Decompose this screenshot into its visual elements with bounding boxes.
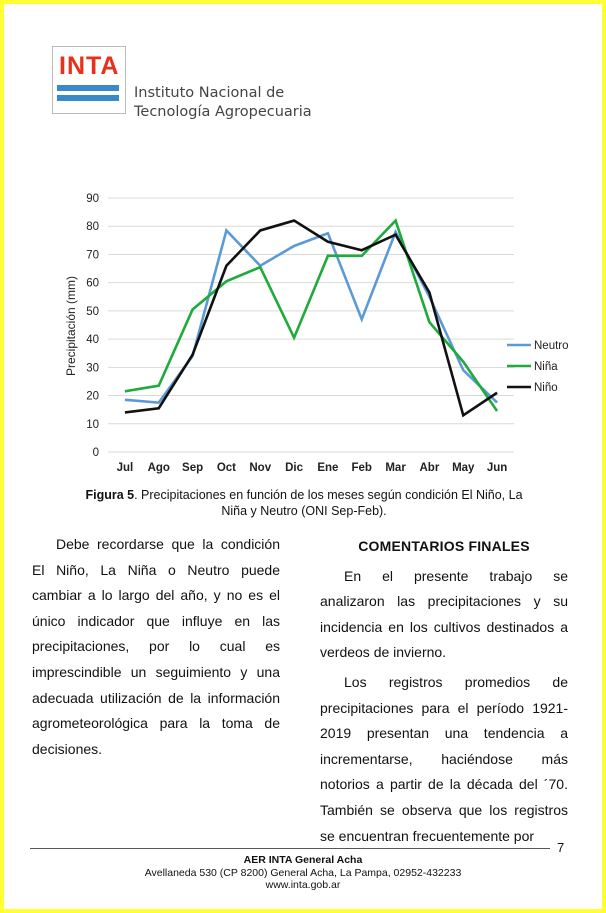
left-column	[32, 532, 280, 762]
precipitation-line-chart	[4, 4, 602, 484]
x-tick-label: Feb	[351, 462, 372, 474]
y-tick-label: 0	[92, 447, 99, 459]
x-tick-label: Sep	[182, 462, 204, 474]
series-line-1	[125, 221, 497, 412]
y-tick-label: 20	[86, 390, 99, 403]
y-tick-label: 40	[86, 334, 99, 347]
series-line-2	[125, 221, 497, 416]
right-paragraph-1: En el presente trabajo se analizaron las precipitaciones y su incidencia en los cultivos destinados a verdeos de invierno.	[320, 567, 568, 661]
x-tick-label: Dic	[285, 462, 304, 474]
right-column	[320, 534, 568, 849]
y-tick-label: 30	[86, 362, 99, 375]
legend-label-1: Niña	[534, 361, 558, 373]
x-tick-label: Jun	[486, 462, 508, 474]
page-number: 7	[557, 840, 565, 855]
figure-caption-text: . Precipitaciones en función de los meses según condición El Niño, La Niña y Neutro (ONI Sep-Feb).	[134, 488, 523, 518]
right-paragraph-2: Los registros promedios de precipitaciones para el período 1921-2019 presentan una tendencia a incrementarse, haciéndose más notorios a partir de la década del ´70. También se observa que los registros se encuentran frecuentemente por	[320, 673, 568, 844]
chart-x-tick-labels	[117, 462, 508, 474]
x-tick-label: Jul	[116, 462, 134, 474]
y-tick-label: 50	[86, 305, 99, 318]
page	[4, 4, 602, 909]
figure-label: Figura 5	[85, 488, 135, 502]
legend-label-0: Neutro	[534, 340, 569, 352]
logo-text: INTA	[59, 52, 120, 80]
institution-line-2: Tecnología Agropecuaria	[134, 104, 312, 120]
x-tick-label: Ene	[317, 462, 339, 474]
figure-caption	[74, 487, 534, 519]
chart-legend	[507, 340, 569, 394]
x-tick-label: Nov	[249, 462, 272, 474]
y-tick-label: 70	[86, 249, 99, 262]
x-tick-label: Ago	[147, 462, 170, 474]
footer-address: Avellaneda 530 (CP 8200) General Acha, La Pampa, 02952-432233	[144, 866, 462, 879]
footer-office: AER INTA General Acha	[243, 854, 363, 866]
y-tick-label: 60	[86, 277, 99, 290]
chart-series-lines	[125, 221, 497, 416]
chart-y-tick-labels	[86, 193, 99, 459]
chart-y-axis-label: Precipitación (mm)	[64, 275, 78, 377]
section-title: COMENTARIOS FINALES	[358, 538, 530, 554]
footer	[4, 854, 602, 892]
footer-website: www.inta.gob.ar	[265, 879, 341, 891]
x-tick-label: Oct	[216, 462, 237, 474]
x-tick-label: Mar	[385, 462, 406, 474]
institution-line-1: Instituto Nacional de	[134, 85, 285, 101]
legend-label-2: Niño	[534, 382, 558, 394]
y-tick-label: 90	[86, 193, 99, 205]
chart-gridlines	[108, 198, 514, 452]
x-tick-label: Abr	[419, 462, 440, 474]
left-paragraph: Debe recordarse que la condición El Niño, La Niña o Neutro puede cambiar a lo largo del año, y no es el único indicador que influye en las precipitaciones, por lo cual es imprescindible un seguimiento y una adecuada utilización de la información agrometeorológica para la toma de decisiones.	[32, 536, 280, 757]
series-line-0	[125, 230, 497, 402]
y-tick-label: 10	[86, 418, 99, 431]
y-tick-label: 80	[86, 221, 99, 234]
x-tick-label: May	[452, 462, 475, 474]
footer-divider	[30, 848, 550, 849]
